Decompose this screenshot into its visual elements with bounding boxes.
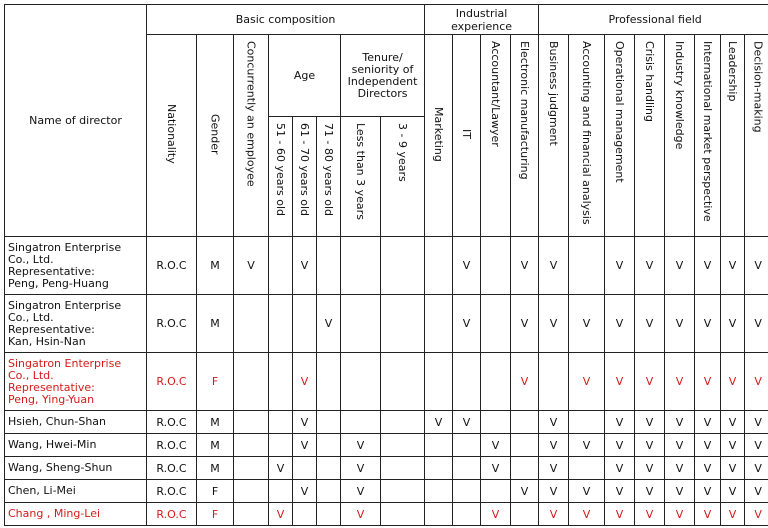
- leadership-cell: V: [721, 503, 745, 526]
- marketing-cell: [425, 434, 453, 457]
- marketing-cell: [425, 480, 453, 503]
- it-cell: [453, 353, 481, 411]
- business-judgment-cell: V: [539, 434, 569, 457]
- age-61-70-cell: [293, 457, 317, 480]
- crisis-handling-cell: V: [635, 353, 665, 411]
- director-name-cell: [5, 411, 147, 434]
- age-61-70-cell: V: [293, 237, 317, 295]
- crisis-handling-cell: V: [635, 295, 665, 353]
- accounting-analysis-cell: [569, 457, 605, 480]
- operational-management-cell: V: [605, 503, 635, 526]
- operational-management-cell: V: [605, 434, 635, 457]
- age-71-80-cell: [317, 434, 341, 457]
- gender-header: Gender: [197, 35, 234, 237]
- director-name-cell: [5, 457, 147, 480]
- leadership-cell: V: [721, 480, 745, 503]
- director-name-line: Singatron Enterprise: [8, 298, 122, 312]
- table-row: [5, 503, 768, 526]
- international-market-cell: V: [695, 411, 721, 434]
- accounting-analysis-cell: V: [569, 503, 605, 526]
- it-cell: V: [453, 411, 481, 434]
- tenure-3-9-cell: [381, 480, 425, 503]
- nationality-cell: R.O.C: [147, 237, 197, 295]
- international-market-cell: V: [695, 480, 721, 503]
- nationality-header: Nationality: [147, 35, 197, 237]
- accounting-analysis-cell: [569, 237, 605, 295]
- nationality-cell: R.O.C: [147, 480, 197, 503]
- electronic-manufacturing-header: Electronic manufacturing: [511, 35, 539, 237]
- accountant-lawyer-cell: V: [481, 503, 511, 526]
- director-matrix-table: [4, 4, 768, 526]
- director-name-line: Representative:: [8, 264, 95, 278]
- director-name-cell: [5, 503, 147, 526]
- industry-knowledge-cell: V: [665, 434, 695, 457]
- marketing-cell: [425, 295, 453, 353]
- age-61-70-cell: V: [293, 480, 317, 503]
- age-61-70-cell: [293, 295, 317, 353]
- tenure-3-9-header: 3 - 9 years: [381, 117, 425, 237]
- operational-management-cell: V: [605, 295, 635, 353]
- electronic-manufacturing-cell: [511, 411, 539, 434]
- accountant-lawyer-cell: V: [481, 434, 511, 457]
- decision-making-cell: V: [745, 480, 768, 503]
- electronic-manufacturing-cell: V: [511, 237, 539, 295]
- electronic-manufacturing-cell: V: [511, 480, 539, 503]
- accounting-analysis-cell: V: [569, 295, 605, 353]
- marketing-header: Marketing: [425, 35, 453, 237]
- electronic-manufacturing-cell: [511, 457, 539, 480]
- it-cell: [453, 434, 481, 457]
- employee-cell: [234, 503, 269, 526]
- electronic-manufacturing-cell: V: [511, 295, 539, 353]
- employee-cell: [234, 353, 269, 411]
- tenure-3-9-cell: [381, 353, 425, 411]
- accountant-lawyer-header: Accountant/Lawyer: [481, 35, 511, 237]
- tenure-header: Tenure/ seniority of Independent Directors: [341, 35, 425, 117]
- accountant-lawyer-cell: [481, 295, 511, 353]
- professional-field-header: Professional field: [539, 5, 768, 35]
- director-name-line: Co., Ltd.: [8, 252, 54, 266]
- international-market-cell: V: [695, 434, 721, 457]
- business-judgment-cell: V: [539, 295, 569, 353]
- employee-cell: V: [234, 237, 269, 295]
- electronic-manufacturing-cell: [511, 503, 539, 526]
- international-market-cell: V: [695, 353, 721, 411]
- director-name-line: Peng, Ying-Yuan: [8, 392, 95, 406]
- operational-management-cell: V: [605, 457, 635, 480]
- crisis-handling-cell: V: [635, 503, 665, 526]
- director-name-cell: [5, 353, 147, 411]
- decision-making-cell: V: [745, 295, 768, 353]
- director-rows: [5, 237, 768, 526]
- tenure-3-9-cell: [381, 503, 425, 526]
- operational-management-cell: V: [605, 411, 635, 434]
- business-judgment-cell: V: [539, 457, 569, 480]
- director-name-line: Hsieh, Chun-Shan: [8, 415, 107, 428]
- table-row: [5, 295, 768, 353]
- tenure-less-3-cell: [341, 411, 381, 434]
- age-51-60-cell: [269, 434, 293, 457]
- director-name-cell: [5, 295, 147, 353]
- director-name-line: Peng, Peng-Huang: [8, 276, 109, 290]
- crisis-handling-cell: V: [635, 411, 665, 434]
- age-51-60-cell: [269, 295, 293, 353]
- crisis-handling-cell: V: [635, 434, 665, 457]
- it-header: IT: [453, 35, 481, 237]
- industry-knowledge-cell: V: [665, 295, 695, 353]
- age-61-70-cell: V: [293, 353, 317, 411]
- decision-making-cell: V: [745, 411, 768, 434]
- accountant-lawyer-cell: [481, 237, 511, 295]
- table-row: [5, 457, 768, 480]
- it-cell: V: [453, 295, 481, 353]
- age-51-60-cell: V: [269, 503, 293, 526]
- age-51-60-cell: [269, 353, 293, 411]
- nationality-cell: R.O.C: [147, 434, 197, 457]
- crisis-handling-cell: V: [635, 480, 665, 503]
- tenure-less-3-cell: V: [341, 480, 381, 503]
- accountant-lawyer-cell: V: [481, 457, 511, 480]
- age-51-60-cell: [269, 411, 293, 434]
- business-judgment-cell: V: [539, 480, 569, 503]
- director-name-line: Singatron Enterprise: [8, 356, 122, 370]
- age-61-70-header: 61 - 70 years old: [293, 117, 317, 237]
- business-judgment-header: Business judgment: [539, 35, 569, 237]
- age-71-80-cell: [317, 457, 341, 480]
- tenure-less-3-cell: [341, 353, 381, 411]
- business-judgment-cell: [539, 353, 569, 411]
- accountant-lawyer-cell: [481, 411, 511, 434]
- tenure-3-9-cell: [381, 295, 425, 353]
- operational-management-header: Operational management: [605, 35, 635, 237]
- leadership-cell: V: [721, 434, 745, 457]
- crisis-handling-header: Crisis handling: [635, 35, 665, 237]
- employee-cell: [234, 457, 269, 480]
- director-name-line: Kan, Hsin-Nan: [8, 334, 86, 348]
- age-71-80-cell: [317, 480, 341, 503]
- age-51-60-cell: [269, 237, 293, 295]
- employee-header: Concurrently an employee: [234, 35, 269, 237]
- marketing-cell: V: [425, 411, 453, 434]
- decision-making-cell: V: [745, 353, 768, 411]
- tenure-less-3-cell: [341, 295, 381, 353]
- basic-composition-header: Basic composition: [147, 5, 425, 35]
- employee-cell: [234, 480, 269, 503]
- table-row: [5, 434, 768, 457]
- decision-making-header: Decision-making: [745, 35, 768, 237]
- name-of-director-header: Name of director: [5, 5, 147, 237]
- marketing-cell: [425, 503, 453, 526]
- director-name-line: Co., Ltd.: [8, 310, 54, 324]
- director-name-line: Chang , Ming-Lei: [8, 507, 101, 520]
- director-name-line: Chen, Li-Mei: [8, 484, 76, 497]
- nationality-cell: R.O.C: [147, 295, 197, 353]
- accountant-lawyer-cell: [481, 480, 511, 503]
- age-71-80-cell: [317, 503, 341, 526]
- leadership-cell: V: [721, 295, 745, 353]
- age-61-70-cell: [293, 503, 317, 526]
- tenure-3-9-cell: [381, 457, 425, 480]
- industry-knowledge-cell: V: [665, 237, 695, 295]
- marketing-cell: [425, 353, 453, 411]
- industry-knowledge-cell: V: [665, 457, 695, 480]
- director-name-cell: [5, 237, 147, 295]
- international-market-cell: V: [695, 503, 721, 526]
- tenure-3-9-cell: [381, 411, 425, 434]
- industry-knowledge-cell: V: [665, 503, 695, 526]
- business-judgment-cell: V: [539, 411, 569, 434]
- director-name-line: Singatron Enterprise: [8, 240, 122, 254]
- gender-cell: F: [197, 503, 234, 526]
- leadership-cell: V: [721, 411, 745, 434]
- marketing-cell: [425, 237, 453, 295]
- director-name-line: Wang, Hwei-Min: [8, 438, 97, 451]
- accounting-analysis-cell: V: [569, 353, 605, 411]
- age-71-80-cell: [317, 237, 341, 295]
- it-cell: V: [453, 237, 481, 295]
- director-name-line: Representative:: [8, 322, 95, 336]
- table-row: [5, 353, 768, 411]
- age-61-70-cell: V: [293, 411, 317, 434]
- gender-cell: M: [197, 411, 234, 434]
- marketing-cell: [425, 457, 453, 480]
- accounting-analysis-cell: V: [569, 480, 605, 503]
- director-name-line: Co., Ltd.: [8, 368, 54, 382]
- director-name-cell: [5, 434, 147, 457]
- decision-making-cell: V: [745, 434, 768, 457]
- director-name-cell: [5, 480, 147, 503]
- nationality-cell: R.O.C: [147, 353, 197, 411]
- electronic-manufacturing-cell: [511, 434, 539, 457]
- nationality-cell: R.O.C: [147, 503, 197, 526]
- gender-cell: M: [197, 295, 234, 353]
- table-row: [5, 237, 768, 295]
- age-71-80-header: 71 - 80 years old: [317, 117, 341, 237]
- tenure-less-3-header: Less than 3 years: [341, 117, 381, 237]
- leadership-cell: V: [721, 353, 745, 411]
- accounting-analysis-header: Accounting and financial analysis: [569, 35, 605, 237]
- international-market-cell: V: [695, 457, 721, 480]
- age-51-60-cell: [269, 480, 293, 503]
- gender-cell: F: [197, 353, 234, 411]
- industry-knowledge-cell: V: [665, 480, 695, 503]
- age-51-60-header: 51 - 60 years old: [269, 117, 293, 237]
- operational-management-cell: V: [605, 480, 635, 503]
- it-cell: [453, 480, 481, 503]
- director-name-line: Representative:: [8, 380, 95, 394]
- age-71-80-cell: V: [317, 295, 341, 353]
- tenure-less-3-cell: V: [341, 457, 381, 480]
- decision-making-cell: V: [745, 237, 768, 295]
- gender-cell: F: [197, 480, 234, 503]
- decision-making-cell: V: [745, 457, 768, 480]
- gender-cell: M: [197, 457, 234, 480]
- industrial-experience-header: Industrial experience: [425, 5, 539, 35]
- board-diversity-matrix: [4, 4, 768, 526]
- decision-making-cell: V: [745, 503, 768, 526]
- nationality-cell: R.O.C: [147, 457, 197, 480]
- it-cell: [453, 503, 481, 526]
- age-71-80-cell: [317, 353, 341, 411]
- leadership-cell: V: [721, 237, 745, 295]
- international-market-header: International market perspective: [695, 35, 721, 237]
- director-name-line: Wang, Sheng-Shun: [8, 461, 113, 474]
- industry-knowledge-header: Industry knowledge: [665, 35, 695, 237]
- international-market-cell: V: [695, 237, 721, 295]
- age-71-80-cell: [317, 411, 341, 434]
- gender-cell: M: [197, 237, 234, 295]
- table-row: [5, 411, 768, 434]
- accounting-analysis-cell: [569, 411, 605, 434]
- electronic-manufacturing-cell: V: [511, 353, 539, 411]
- international-market-cell: V: [695, 295, 721, 353]
- gender-cell: M: [197, 434, 234, 457]
- leadership-header: Leadership: [721, 35, 745, 237]
- leadership-cell: V: [721, 457, 745, 480]
- accountant-lawyer-cell: [481, 353, 511, 411]
- tenure-less-3-cell: V: [341, 434, 381, 457]
- business-judgment-cell: V: [539, 237, 569, 295]
- tenure-less-3-cell: V: [341, 503, 381, 526]
- operational-management-cell: V: [605, 353, 635, 411]
- crisis-handling-cell: V: [635, 237, 665, 295]
- employee-cell: [234, 295, 269, 353]
- tenure-3-9-cell: [381, 237, 425, 295]
- age-51-60-cell: V: [269, 457, 293, 480]
- industry-knowledge-cell: V: [665, 353, 695, 411]
- business-judgment-cell: V: [539, 503, 569, 526]
- age-header: Age: [269, 35, 341, 117]
- age-61-70-cell: V: [293, 434, 317, 457]
- accounting-analysis-cell: V: [569, 434, 605, 457]
- employee-cell: [234, 411, 269, 434]
- industry-knowledge-cell: V: [665, 411, 695, 434]
- table-row: [5, 480, 768, 503]
- crisis-handling-cell: V: [635, 457, 665, 480]
- operational-management-cell: V: [605, 237, 635, 295]
- tenure-3-9-cell: [381, 434, 425, 457]
- it-cell: [453, 457, 481, 480]
- employee-cell: [234, 434, 269, 457]
- nationality-cell: R.O.C: [147, 411, 197, 434]
- tenure-less-3-cell: [341, 237, 381, 295]
